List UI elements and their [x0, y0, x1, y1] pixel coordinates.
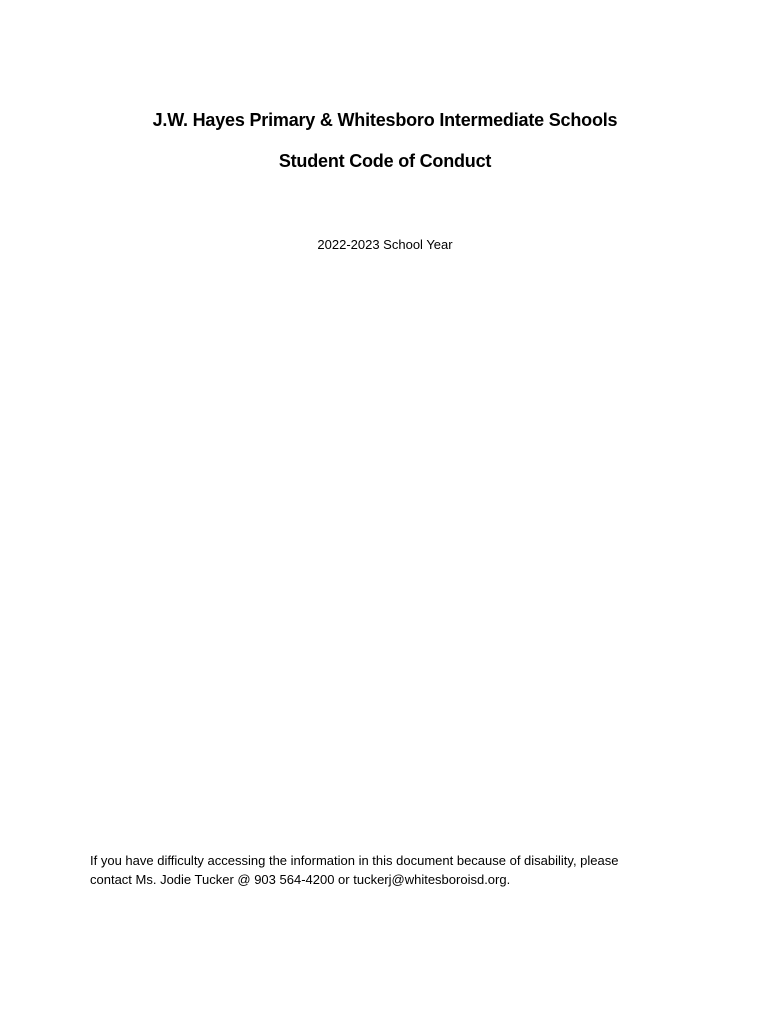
accessibility-notice	[90, 851, 690, 889]
accessibility-notice-line-2: contact Ms. Jodie Tucker @ 903 564-4200 or tuckerj@whitesboroisd.org.	[90, 872, 511, 887]
school-year: 2022-2023 School Year	[317, 237, 453, 252]
school-title: J.W. Hayes Primary & Whitesboro Intermediate Schools	[152, 110, 618, 130]
accessibility-notice-line-1: If you have difficulty accessing the information in this document because of disability, please	[90, 853, 619, 868]
document-title: Student Code of Conduct	[278, 151, 492, 171]
